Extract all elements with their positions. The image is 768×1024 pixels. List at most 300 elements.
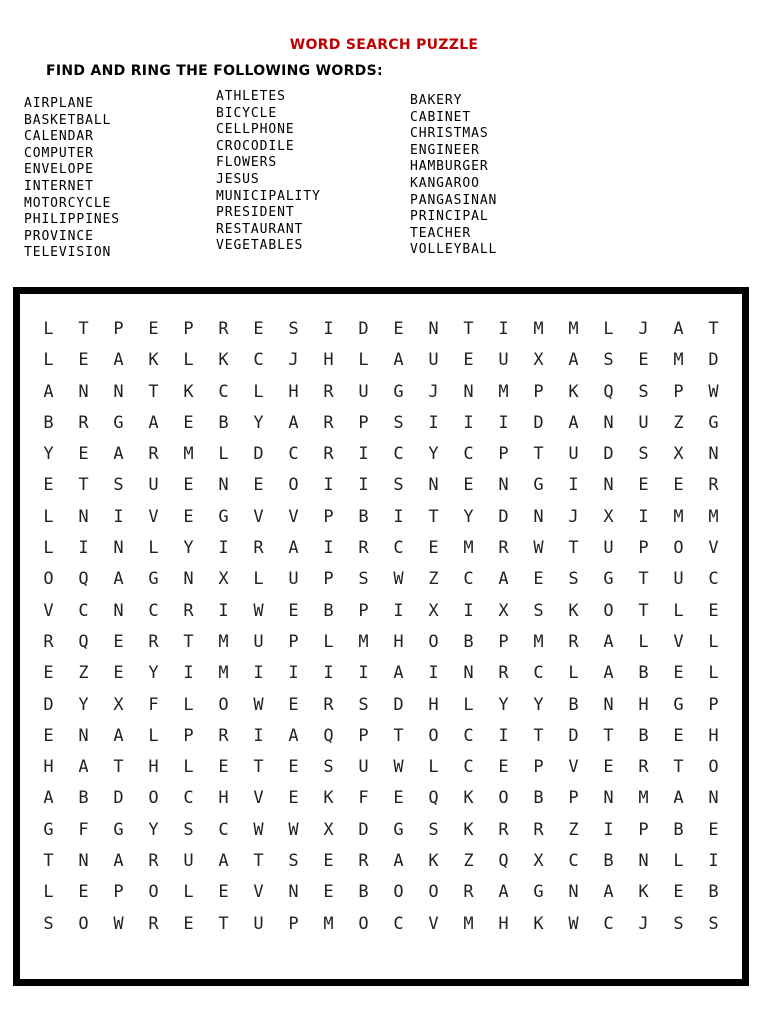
grid-letter[interactable]: L: [673, 851, 684, 872]
grid-letter[interactable]: E: [463, 350, 474, 371]
grid-letter[interactable]: W: [288, 819, 299, 840]
grid-letter[interactable]: D: [708, 350, 719, 371]
grid-letter[interactable]: G: [533, 475, 544, 496]
grid-letter[interactable]: P: [358, 725, 369, 746]
grid-letter[interactable]: W: [568, 913, 579, 934]
grid-letter[interactable]: L: [323, 631, 334, 652]
grid-letter[interactable]: N: [603, 475, 614, 496]
grid-letter[interactable]: D: [568, 725, 579, 746]
grid-letter[interactable]: Y: [78, 694, 89, 715]
grid-letter[interactable]: N: [183, 569, 194, 590]
grid-letter[interactable]: R: [78, 412, 89, 433]
grid-letter[interactable]: B: [43, 412, 54, 433]
grid-letter[interactable]: H: [638, 694, 649, 715]
grid-letter[interactable]: O: [428, 882, 439, 903]
grid-letter[interactable]: I: [358, 475, 369, 496]
grid-letter[interactable]: P: [498, 631, 509, 652]
grid-letter[interactable]: T: [43, 851, 54, 872]
grid-letter[interactable]: C: [463, 725, 474, 746]
grid-letter[interactable]: Q: [78, 569, 89, 590]
grid-letter[interactable]: P: [183, 319, 194, 339]
grid-letter[interactable]: D: [533, 412, 544, 433]
grid-letter[interactable]: T: [533, 725, 544, 746]
grid-letter[interactable]: N: [638, 851, 649, 872]
grid-letter[interactable]: I: [113, 506, 124, 527]
grid-letter[interactable]: O: [603, 600, 614, 621]
grid-letter[interactable]: E: [638, 350, 649, 371]
grid-letter[interactable]: E: [288, 788, 299, 809]
grid-letter[interactable]: B: [533, 788, 544, 809]
grid-letter[interactable]: N: [78, 506, 89, 527]
grid-letter[interactable]: H: [393, 631, 404, 652]
grid-letter[interactable]: B: [218, 412, 229, 433]
grid-letter[interactable]: B: [603, 851, 614, 872]
grid-letter[interactable]: R: [708, 475, 719, 496]
grid-letter[interactable]: E: [183, 913, 194, 934]
grid-letter[interactable]: E: [638, 475, 649, 496]
grid-letter[interactable]: S: [288, 851, 299, 872]
grid-letter[interactable]: L: [568, 663, 579, 684]
grid-letter[interactable]: U: [148, 475, 159, 496]
grid-letter[interactable]: A: [498, 569, 509, 590]
grid-letter[interactable]: R: [498, 663, 509, 684]
grid-letter[interactable]: L: [253, 381, 264, 402]
grid-letter[interactable]: P: [498, 444, 509, 465]
grid-letter[interactable]: V: [148, 506, 159, 527]
grid-letter[interactable]: W: [393, 757, 404, 778]
grid-letter[interactable]: T: [603, 725, 614, 746]
grid-letter[interactable]: K: [323, 788, 334, 809]
grid-letter[interactable]: P: [533, 757, 544, 778]
grid-letter[interactable]: S: [673, 913, 684, 934]
grid-letter[interactable]: O: [148, 882, 159, 903]
grid-letter[interactable]: T: [218, 913, 229, 934]
grid-letter[interactable]: R: [148, 444, 159, 465]
grid-letter[interactable]: R: [323, 412, 334, 433]
grid-letter[interactable]: B: [463, 631, 474, 652]
grid-letter[interactable]: R: [43, 631, 54, 652]
grid-letter[interactable]: A: [43, 381, 54, 402]
grid-letter[interactable]: G: [533, 882, 544, 903]
grid-letter[interactable]: N: [568, 882, 579, 903]
grid-letter[interactable]: I: [603, 819, 614, 840]
grid-letter[interactable]: M: [498, 381, 509, 402]
grid-letter[interactable]: H: [43, 757, 54, 778]
grid-letter[interactable]: J: [638, 913, 649, 934]
grid-letter[interactable]: O: [673, 538, 684, 559]
grid-letter[interactable]: L: [43, 506, 54, 527]
grid-letter[interactable]: C: [393, 913, 404, 934]
grid-letter[interactable]: B: [638, 663, 649, 684]
grid-letter[interactable]: Q: [323, 725, 334, 746]
grid-letter[interactable]: N: [498, 475, 509, 496]
grid-letter[interactable]: Y: [148, 663, 159, 684]
grid-letter[interactable]: E: [148, 319, 159, 339]
grid-letter[interactable]: I: [358, 663, 369, 684]
grid-letter[interactable]: M: [323, 913, 334, 934]
grid-letter[interactable]: N: [463, 381, 474, 402]
grid-letter[interactable]: L: [708, 631, 719, 652]
grid-letter[interactable]: H: [218, 788, 229, 809]
grid-letter[interactable]: L: [428, 757, 439, 778]
grid-letter[interactable]: U: [638, 412, 649, 433]
grid-letter[interactable]: C: [463, 757, 474, 778]
grid-letter[interactable]: I: [393, 506, 404, 527]
grid-letter[interactable]: I: [218, 600, 229, 621]
grid-letter[interactable]: C: [393, 538, 404, 559]
grid-letter[interactable]: A: [568, 412, 579, 433]
grid-letter[interactable]: M: [708, 506, 719, 527]
grid-letter[interactable]: E: [78, 350, 89, 371]
grid-letter[interactable]: T: [78, 319, 89, 339]
grid-letter[interactable]: E: [428, 538, 439, 559]
grid-letter[interactable]: B: [78, 788, 89, 809]
grid-letter[interactable]: A: [288, 725, 299, 746]
grid-letter[interactable]: K: [533, 913, 544, 934]
grid-letter[interactable]: R: [358, 538, 369, 559]
grid-letter[interactable]: D: [113, 788, 124, 809]
grid-letter[interactable]: O: [358, 913, 369, 934]
grid-letter[interactable]: I: [323, 475, 334, 496]
grid-letter[interactable]: Z: [673, 412, 684, 433]
grid-letter[interactable]: L: [183, 694, 194, 715]
grid-letter[interactable]: L: [43, 538, 54, 559]
grid-letter[interactable]: G: [148, 569, 159, 590]
grid-letter[interactable]: N: [78, 381, 89, 402]
grid-letter[interactable]: I: [323, 538, 334, 559]
grid-letter[interactable]: W: [533, 538, 544, 559]
grid-letter[interactable]: S: [43, 913, 54, 934]
grid-letter[interactable]: V: [43, 600, 54, 621]
grid-letter[interactable]: X: [533, 851, 544, 872]
grid-letter[interactable]: R: [218, 319, 229, 339]
grid-letter[interactable]: A: [288, 538, 299, 559]
grid-letter[interactable]: Y: [428, 444, 439, 465]
grid-letter[interactable]: C: [533, 663, 544, 684]
grid-letter[interactable]: L: [148, 538, 159, 559]
grid-letter[interactable]: S: [638, 381, 649, 402]
grid-letter[interactable]: M: [568, 319, 579, 339]
grid-letter[interactable]: E: [673, 663, 684, 684]
grid-letter[interactable]: L: [43, 350, 54, 371]
grid-letter[interactable]: I: [288, 663, 299, 684]
grid-letter[interactable]: U: [498, 350, 509, 371]
grid-letter[interactable]: N: [463, 663, 474, 684]
grid-letter[interactable]: T: [638, 569, 649, 590]
grid-letter[interactable]: M: [183, 444, 194, 465]
grid-letter[interactable]: V: [288, 506, 299, 527]
grid-letter[interactable]: S: [533, 600, 544, 621]
grid-letter[interactable]: U: [428, 350, 439, 371]
grid-letter[interactable]: P: [638, 538, 649, 559]
grid-letter[interactable]: Y: [148, 819, 159, 840]
grid-letter[interactable]: N: [218, 475, 229, 496]
grid-letter[interactable]: D: [358, 819, 369, 840]
grid-letter[interactable]: R: [148, 913, 159, 934]
grid-letter[interactable]: T: [183, 631, 194, 652]
grid-letter[interactable]: X: [533, 350, 544, 371]
grid-letter[interactable]: M: [218, 631, 229, 652]
grid-letter[interactable]: O: [43, 569, 54, 590]
grid-letter[interactable]: P: [288, 913, 299, 934]
grid-letter[interactable]: A: [498, 882, 509, 903]
grid-letter[interactable]: I: [78, 538, 89, 559]
grid-letter[interactable]: A: [113, 851, 124, 872]
grid-letter[interactable]: T: [568, 538, 579, 559]
grid-letter[interactable]: T: [638, 600, 649, 621]
grid-letter[interactable]: V: [568, 757, 579, 778]
grid-letter[interactable]: E: [183, 412, 194, 433]
grid-letter[interactable]: E: [78, 444, 89, 465]
grid-letter[interactable]: V: [253, 506, 264, 527]
grid-letter[interactable]: T: [673, 757, 684, 778]
grid-letter[interactable]: C: [393, 444, 404, 465]
grid-letter[interactable]: N: [113, 600, 124, 621]
grid-letter[interactable]: E: [393, 788, 404, 809]
grid-letter[interactable]: N: [78, 851, 89, 872]
grid-letter[interactable]: U: [673, 569, 684, 590]
grid-letter[interactable]: P: [358, 600, 369, 621]
grid-letter[interactable]: A: [43, 788, 54, 809]
grid-letter[interactable]: Z: [428, 569, 439, 590]
grid-letter[interactable]: S: [288, 319, 299, 339]
grid-letter[interactable]: R: [638, 757, 649, 778]
grid-letter[interactable]: P: [358, 412, 369, 433]
grid-letter[interactable]: X: [218, 569, 229, 590]
grid-letter[interactable]: L: [463, 694, 474, 715]
grid-letter[interactable]: I: [323, 319, 334, 339]
grid-letter[interactable]: I: [463, 412, 474, 433]
grid-letter[interactable]: T: [428, 506, 439, 527]
grid-letter[interactable]: W: [253, 819, 264, 840]
grid-letter[interactable]: E: [183, 475, 194, 496]
grid-letter[interactable]: M: [358, 631, 369, 652]
grid-letter[interactable]: F: [78, 819, 89, 840]
grid-letter[interactable]: K: [148, 350, 159, 371]
grid-letter[interactable]: P: [673, 381, 684, 402]
grid-letter[interactable]: L: [218, 444, 229, 465]
grid-letter[interactable]: S: [428, 819, 439, 840]
grid-letter[interactable]: A: [78, 757, 89, 778]
grid-letter[interactable]: K: [638, 882, 649, 903]
grid-letter[interactable]: C: [253, 350, 264, 371]
grid-letter[interactable]: B: [568, 694, 579, 715]
grid-letter[interactable]: I: [498, 319, 509, 339]
grid-letter[interactable]: A: [568, 350, 579, 371]
grid-letter[interactable]: R: [323, 381, 334, 402]
grid-letter[interactable]: J: [568, 506, 579, 527]
grid-letter[interactable]: J: [288, 350, 299, 371]
grid-letter[interactable]: T: [148, 381, 159, 402]
grid-letter[interactable]: H: [148, 757, 159, 778]
grid-letter[interactable]: V: [708, 538, 719, 559]
grid-letter[interactable]: T: [253, 851, 264, 872]
grid-letter[interactable]: E: [323, 851, 334, 872]
grid-letter[interactable]: N: [288, 882, 299, 903]
grid-letter[interactable]: R: [148, 631, 159, 652]
grid-letter[interactable]: A: [673, 788, 684, 809]
grid-letter[interactable]: H: [323, 350, 334, 371]
grid-letter[interactable]: P: [288, 631, 299, 652]
grid-letter[interactable]: U: [358, 757, 369, 778]
grid-letter[interactable]: I: [393, 600, 404, 621]
grid-letter[interactable]: A: [113, 725, 124, 746]
grid-letter[interactable]: E: [218, 757, 229, 778]
grid-letter[interactable]: I: [323, 663, 334, 684]
grid-letter[interactable]: L: [638, 631, 649, 652]
grid-letter[interactable]: C: [78, 600, 89, 621]
grid-letter[interactable]: N: [603, 412, 614, 433]
grid-letter[interactable]: K: [463, 819, 474, 840]
grid-letter[interactable]: L: [253, 569, 264, 590]
grid-letter[interactable]: R: [463, 882, 474, 903]
grid-letter[interactable]: L: [708, 663, 719, 684]
grid-letter[interactable]: E: [218, 882, 229, 903]
grid-letter[interactable]: N: [708, 444, 719, 465]
grid-letter[interactable]: Z: [568, 819, 579, 840]
grid-letter[interactable]: F: [358, 788, 369, 809]
grid-letter[interactable]: O: [393, 882, 404, 903]
grid-letter[interactable]: O: [218, 694, 229, 715]
grid-letter[interactable]: F: [148, 694, 159, 715]
grid-letter[interactable]: N: [603, 788, 614, 809]
grid-letter[interactable]: M: [463, 538, 474, 559]
grid-letter[interactable]: I: [428, 663, 439, 684]
grid-letter[interactable]: S: [393, 412, 404, 433]
grid-letter[interactable]: O: [78, 913, 89, 934]
grid-letter[interactable]: I: [463, 600, 474, 621]
grid-letter[interactable]: C: [708, 569, 719, 590]
grid-letter[interactable]: L: [358, 350, 369, 371]
grid-letter[interactable]: S: [568, 569, 579, 590]
grid-letter[interactable]: Y: [498, 694, 509, 715]
grid-letter[interactable]: G: [708, 412, 719, 433]
grid-letter[interactable]: I: [498, 725, 509, 746]
grid-letter[interactable]: P: [533, 381, 544, 402]
grid-letter[interactable]: A: [673, 319, 684, 339]
grid-letter[interactable]: C: [148, 600, 159, 621]
grid-letter[interactable]: S: [358, 569, 369, 590]
grid-letter[interactable]: Z: [463, 851, 474, 872]
grid-letter[interactable]: X: [323, 819, 334, 840]
grid-letter[interactable]: N: [78, 725, 89, 746]
grid-letter[interactable]: M: [463, 913, 474, 934]
grid-letter[interactable]: M: [218, 663, 229, 684]
grid-letter[interactable]: V: [253, 788, 264, 809]
grid-letter[interactable]: Q: [498, 851, 509, 872]
grid-letter[interactable]: E: [673, 725, 684, 746]
grid-letter[interactable]: N: [428, 319, 439, 339]
grid-letter[interactable]: L: [183, 350, 194, 371]
grid-letter[interactable]: O: [288, 475, 299, 496]
grid-letter[interactable]: E: [498, 757, 509, 778]
grid-letter[interactable]: P: [323, 506, 334, 527]
grid-letter[interactable]: U: [358, 381, 369, 402]
grid-letter[interactable]: P: [638, 819, 649, 840]
grid-letter[interactable]: Y: [183, 538, 194, 559]
grid-letter[interactable]: P: [183, 725, 194, 746]
grid-letter[interactable]: L: [603, 319, 614, 339]
grid-letter[interactable]: X: [673, 444, 684, 465]
grid-letter[interactable]: W: [708, 381, 719, 402]
grid-letter[interactable]: E: [603, 757, 614, 778]
grid-letter[interactable]: A: [603, 663, 614, 684]
grid-letter[interactable]: R: [568, 631, 579, 652]
grid-letter[interactable]: L: [183, 882, 194, 903]
grid-letter[interactable]: R: [358, 851, 369, 872]
grid-letter[interactable]: S: [393, 475, 404, 496]
grid-letter[interactable]: H: [498, 913, 509, 934]
grid-letter[interactable]: B: [358, 506, 369, 527]
grid-letter[interactable]: M: [533, 631, 544, 652]
grid-letter[interactable]: I: [428, 412, 439, 433]
grid-letter[interactable]: A: [113, 350, 124, 371]
grid-letter[interactable]: A: [393, 663, 404, 684]
grid-letter[interactable]: I: [253, 663, 264, 684]
grid-letter[interactable]: L: [43, 319, 54, 339]
grid-letter[interactable]: G: [393, 819, 404, 840]
grid-letter[interactable]: R: [148, 851, 159, 872]
grid-letter[interactable]: S: [638, 444, 649, 465]
grid-letter[interactable]: G: [113, 819, 124, 840]
grid-letter[interactable]: D: [253, 444, 264, 465]
grid-letter[interactable]: G: [673, 694, 684, 715]
grid-letter[interactable]: R: [218, 725, 229, 746]
grid-letter[interactable]: H: [428, 694, 439, 715]
grid-letter[interactable]: A: [218, 851, 229, 872]
grid-letter[interactable]: I: [638, 506, 649, 527]
grid-letter[interactable]: A: [603, 631, 614, 652]
grid-letter[interactable]: S: [113, 475, 124, 496]
grid-letter[interactable]: T: [393, 725, 404, 746]
grid-letter[interactable]: W: [393, 569, 404, 590]
grid-letter[interactable]: V: [428, 913, 439, 934]
grid-letter[interactable]: T: [708, 319, 719, 339]
grid-letter[interactable]: N: [428, 475, 439, 496]
grid-letter[interactable]: P: [113, 882, 124, 903]
grid-letter[interactable]: Y: [533, 694, 544, 715]
grid-letter[interactable]: Z: [78, 663, 89, 684]
grid-letter[interactable]: O: [498, 788, 509, 809]
grid-letter[interactable]: E: [673, 882, 684, 903]
grid-letter[interactable]: M: [673, 350, 684, 371]
grid-letter[interactable]: B: [708, 882, 719, 903]
grid-letter[interactable]: C: [463, 569, 474, 590]
grid-letter[interactable]: E: [323, 882, 334, 903]
grid-letter[interactable]: Q: [78, 631, 89, 652]
grid-letter[interactable]: I: [568, 475, 579, 496]
grid-letter[interactable]: J: [638, 319, 649, 339]
grid-letter[interactable]: E: [253, 319, 264, 339]
grid-letter[interactable]: Y: [253, 412, 264, 433]
grid-letter[interactable]: A: [603, 882, 614, 903]
grid-letter[interactable]: V: [673, 631, 684, 652]
grid-letter[interactable]: G: [393, 381, 404, 402]
grid-letter[interactable]: W: [113, 913, 124, 934]
grid-letter[interactable]: K: [183, 381, 194, 402]
grid-letter[interactable]: R: [253, 538, 264, 559]
grid-letter[interactable]: U: [253, 631, 264, 652]
grid-letter[interactable]: E: [673, 475, 684, 496]
grid-letter[interactable]: U: [568, 444, 579, 465]
grid-letter[interactable]: I: [708, 851, 719, 872]
grid-letter[interactable]: G: [43, 819, 54, 840]
grid-letter[interactable]: M: [533, 319, 544, 339]
grid-letter[interactable]: L: [148, 725, 159, 746]
grid-letter[interactable]: A: [393, 851, 404, 872]
grid-letter[interactable]: A: [393, 350, 404, 371]
grid-letter[interactable]: T: [78, 475, 89, 496]
